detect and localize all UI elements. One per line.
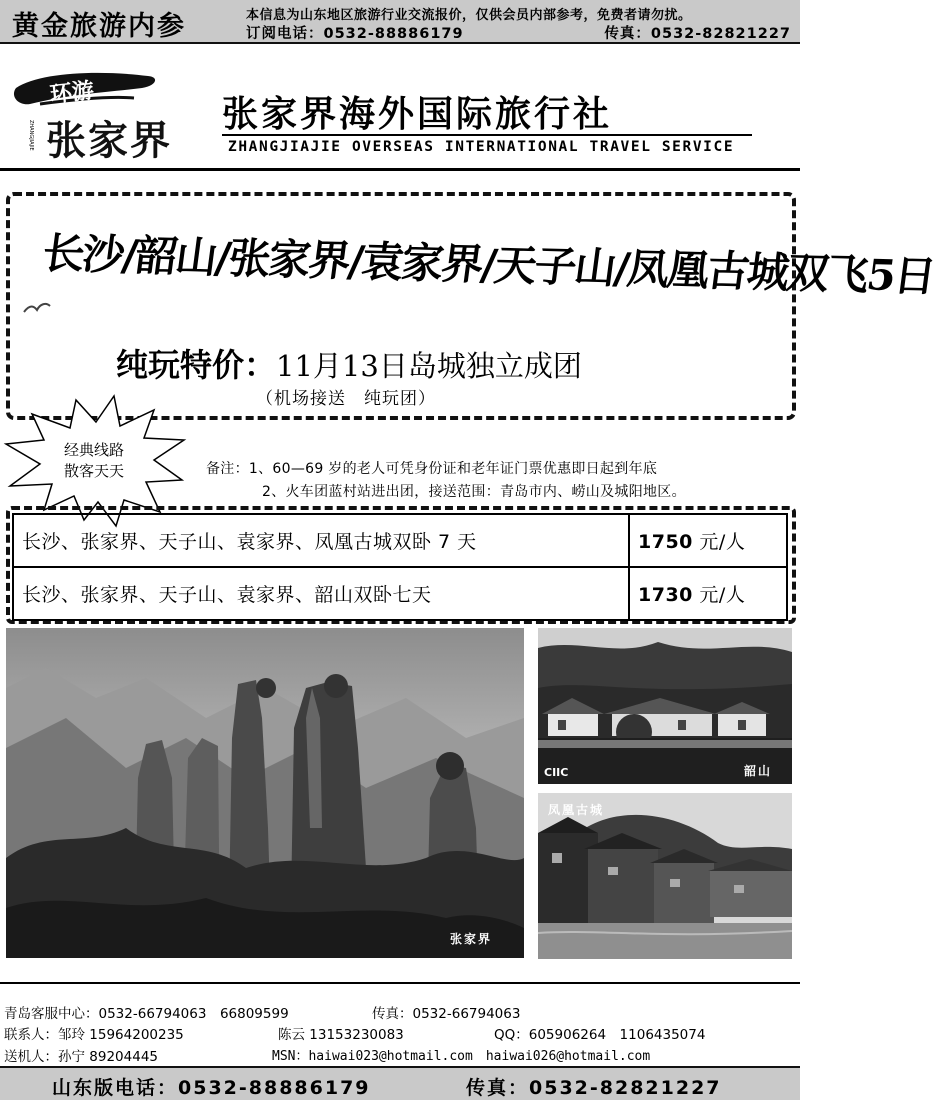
- pickup-note: （机场接送 纯玩团）: [256, 389, 436, 409]
- logo-top-text: 环游: [48, 77, 96, 109]
- badge-line-2: 散客天天: [63, 462, 124, 480]
- contact-person-2: 陈云 13153230083: [278, 1027, 404, 1043]
- contacts-divider: [0, 982, 800, 984]
- footer-phone: 山东版电话：0532-88886179: [52, 1077, 371, 1099]
- fenghuang-caption: 凤凰古城: [548, 803, 605, 817]
- shaoshan-photo: [538, 628, 792, 784]
- zhangjiajie-photo: [6, 628, 524, 958]
- contact-person: 联系人：邹玲 15964200235: [4, 1027, 184, 1043]
- logo-bottom-text: 张家界: [46, 117, 172, 164]
- subscribe-phone: 订阅电话：0532-88886179: [246, 26, 464, 42]
- bottom-banner: [0, 1066, 800, 1100]
- header-divider: [0, 168, 800, 171]
- header-fax: 传真：0532-82821227: [604, 26, 791, 42]
- route-price-table: [12, 513, 788, 621]
- route-name: 长沙、张家界、天子山、袁家界、凤凰古城双卧 7 天: [13, 514, 629, 567]
- agency-name-en: ZHANGJIAJIE OVERSEAS INTERNATIONAL TRAVEL SERVICE: [228, 139, 735, 155]
- service-fax: 传真：0532-66794063: [372, 1006, 521, 1022]
- route-price: 1750 元/人: [629, 514, 787, 567]
- photo-watermark: CIIC: [544, 766, 569, 779]
- zhangjiajie-caption: 张家界: [450, 932, 493, 946]
- agency-divider: [222, 134, 752, 136]
- logo-vertical-text: ZHANGJIAJIE: [28, 120, 34, 151]
- remark-2: 2、火车团蓝村站进出团，接送范围：青岛市内、崂山及城阳地区。: [262, 484, 686, 500]
- subscription-line: [246, 22, 791, 43]
- airport-sender: 送机人：孙宁 89204445: [4, 1049, 159, 1065]
- agency-name-cn: 张家界海外国际旅行社: [222, 94, 613, 135]
- top-banner: [0, 0, 800, 44]
- service-center: 青岛客服中心：0532-66794063 66809599: [4, 1006, 289, 1022]
- price-detail: 11月13日岛城独立成团: [276, 349, 582, 383]
- member-notice: 本信息为山东地区旅游行业交流报价，仅供会员内部参考，免费者请勿扰。: [246, 8, 692, 23]
- route-price: 1730 元/人: [629, 567, 787, 620]
- route-title: 长沙/韶山/张家界/袁家界/天子山/凤凰古城双飞5日: [39, 228, 938, 301]
- price-label: 纯玩特价：: [116, 346, 277, 384]
- remark-1: 备注：1、60—69 岁的老人可凭身份证和老年证门票优惠即日起到年底: [206, 461, 658, 477]
- table-row: [13, 567, 787, 620]
- badge-text: [44, 440, 144, 482]
- msn-accounts: MSN：haiwai023@hotmail.com haiwai026@hotmail.com: [272, 1049, 651, 1064]
- qq-numbers: QQ：605906264 1106435074: [494, 1027, 706, 1043]
- publication-brand: 黄金旅游内参: [12, 11, 186, 42]
- table-row: [13, 514, 787, 567]
- footer-fax: 传真：0532-82821227: [466, 1077, 722, 1099]
- shaoshan-caption: 韶山: [744, 764, 773, 778]
- badge-line-1: 经典线路: [63, 441, 124, 459]
- route-name: 长沙、张家界、天子山、袁家界、韶山双卧七天: [13, 567, 629, 620]
- agency-logo: [10, 68, 190, 164]
- special-price-line: [116, 340, 582, 386]
- bird-icon: [22, 300, 52, 316]
- fenghuang-photo: [538, 793, 792, 959]
